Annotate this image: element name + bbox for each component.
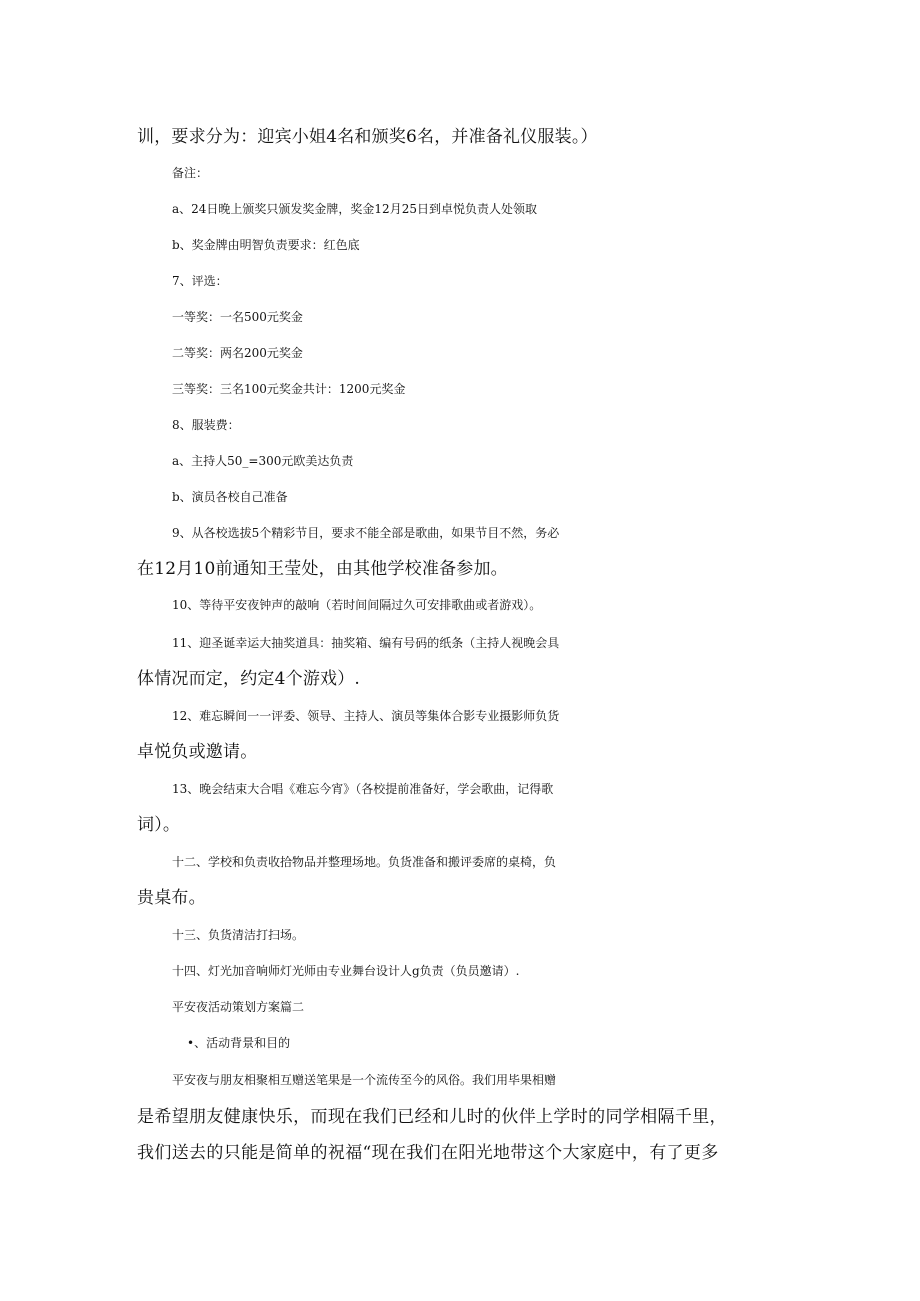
text-line: b、奖金牌由明智负责要求：红色底 bbox=[172, 238, 360, 252]
text-line: 三等奖：三名100元奖金共计：1200元奖金 bbox=[172, 382, 406, 396]
text-line: 二等奖：两名200元奖金 bbox=[172, 346, 303, 360]
text-line: 7、评选： bbox=[172, 274, 228, 288]
text-line: 十三、负货清洁打扫场。 bbox=[172, 928, 305, 942]
text-line: a、主持人50_=300元欧美达负责 bbox=[172, 454, 354, 468]
text-line: 一等奖：一名500元奖金 bbox=[172, 310, 303, 324]
text-line: 备注： bbox=[172, 166, 209, 180]
text-line: 贵桌布。 bbox=[137, 888, 206, 908]
text-line: 13、晚会结束大合唱《难忘今宵》（各校提前准备好，学会歌曲，记得歌 bbox=[172, 782, 554, 796]
text-line: 在12月10前通知王莹处，由其他学校准备参加。 bbox=[137, 559, 508, 579]
text-line: 训，要求分为：迎宾小姐4名和颁奖6名，并准备礼仪服装。） bbox=[137, 127, 598, 147]
text-line: 9、从各校选拔5个精彩节目，要求不能全部是歌曲，如果节目不然，务必 bbox=[172, 526, 560, 540]
text-line: 8、服装费： bbox=[172, 418, 240, 432]
text-line: a、24日晚上颁奖只颁发奖金牌，奖金12月25日到卓悦负责人处领取 bbox=[172, 202, 537, 216]
text-line: 平安夜与朋友相聚相互赠送笔果是一个流传至今的风俗。我们用毕果相赠 bbox=[172, 1073, 557, 1087]
text-line: 体情况而定，约定4个游戏）. bbox=[137, 669, 361, 689]
text-line: 12、难忘瞬间一一评委、领导、主持人、演员等集体合影专业摄影师负货 bbox=[172, 709, 560, 723]
text-line: 十二、学校和负责收拾物品并整理场地。负货准备和搬评委席的桌椅，负 bbox=[172, 855, 557, 869]
text-line: 十四、灯光加音响师灯光师由专业舞台设计人g负责（负员邀请）. bbox=[172, 964, 520, 978]
text-line: 是希望朋友健康快乐，而现在我们已经和儿时的伙伴上学时的同学相隔千里， bbox=[137, 1107, 727, 1127]
text-line: •、活动背景和目的 bbox=[187, 1036, 291, 1050]
text-line: 平安夜活动策划方案篇二 bbox=[172, 1000, 305, 1014]
text-line: 卓悦负或邀请。 bbox=[137, 742, 258, 762]
text-line: 词）。 bbox=[137, 815, 181, 835]
text-line: 我们送去的只能是简单的祝福“现在我们在阳光地带这个大家庭中，有了更多 bbox=[137, 1143, 719, 1163]
text-line: b、演员各校自己准备 bbox=[172, 490, 288, 504]
text-line: 11、迎圣诞幸运大抽奖道具：抽奖箱、编有号码的纸条（主持人视晚会具 bbox=[172, 636, 560, 650]
text-line: 10、等待平安夜钟声的敲响（若时间间隔过久可安排歌曲或者游戏）。 bbox=[172, 598, 542, 612]
